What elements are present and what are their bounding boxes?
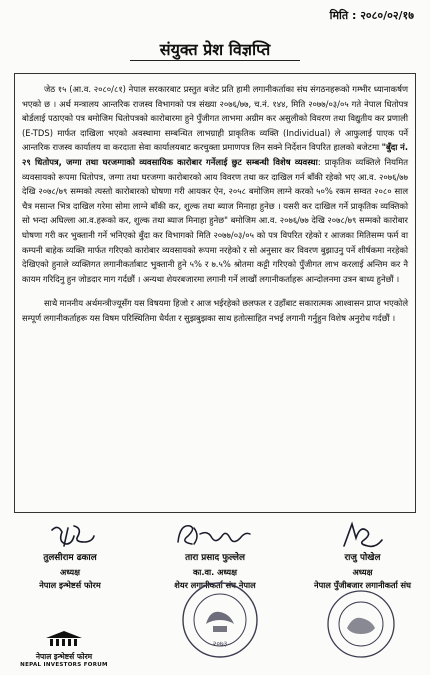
paragraph-1 bbox=[22, 82, 408, 286]
organization-seal-right bbox=[325, 588, 397, 660]
seal-year: २०७३ bbox=[212, 640, 228, 648]
paragraph-2: साथै माननीय अर्थमन्त्रीज्यूसँग यस विषयमा हिजो र आज भईरहेको छलफल र उहाँबाट सकारात्मक आश्वासन प्राप्त भएकोले सम्पूर्ण लगानीकर्ताहरू यस विषम परिस्थितिमा धैर्यता र सुझबुझका साथ हतोत्साहित नभई लगानी गर्नुहुन विशेष अनुरोध गर्दछौं । bbox=[22, 298, 408, 323]
signature-3-scribble bbox=[328, 520, 398, 552]
title-underline bbox=[130, 60, 300, 61]
signatory-1-role: अध्यक्ष bbox=[60, 566, 80, 577]
signatory-3 bbox=[300, 520, 425, 593]
signature-2-scribble bbox=[170, 520, 260, 552]
building-logo-icon bbox=[44, 630, 84, 648]
signatory-1-name: तुलसीराम ढकाल bbox=[43, 553, 97, 563]
signatory-1-org: नेपाल इन्भेष्टर्स फोरम bbox=[39, 580, 101, 590]
signatory-3-org: नेपाल पुँजीबजार लगानीकर्ता संघ bbox=[314, 580, 411, 590]
organization-seal-center bbox=[180, 580, 260, 660]
signatory-2-name: तारा प्रसाद फुल्लेल bbox=[185, 553, 245, 563]
document-title: संयुक्त प्रेश विज्ञप्ति bbox=[159, 40, 271, 59]
nepal-investors-forum-logo bbox=[14, 630, 114, 670]
date-line: मिति : २०८०/०२/१७ bbox=[329, 9, 414, 22]
signature-1-scribble bbox=[40, 520, 100, 552]
signatory-2-role: का.वा. अध्यक्ष bbox=[192, 566, 238, 577]
body-box bbox=[14, 73, 416, 513]
logo-text-nepali: नेपाल इन्भेष्टर्स फोरम bbox=[35, 652, 93, 661]
signatory-3-name: राजु पोखेल bbox=[344, 553, 381, 563]
logo-text-english: NEPAL INVESTORS FORUM bbox=[20, 662, 108, 668]
signatory-1 bbox=[10, 520, 130, 593]
paragraph-1-bold-clause: "बुँदा नं. २९ धितोपत्र, जग्गा तथा घरजग्गाको व्यवसायिक कारोबार गर्नेलाई छुट सम्बन्धी विशेष व्यवस्था bbox=[22, 142, 409, 167]
signatory-2-org: शेयर लगानीकर्ता संघ नेपाल bbox=[174, 580, 256, 590]
signatory-3-role: अध्यक्ष bbox=[352, 566, 373, 577]
paragraph-1-text-b: : प्राकृतिक व्यक्तिले नियमित व्यवसायको रूपमा धितोपत्र, जग्गा तथा घरजग्गा कारोबारको आय विवरण तथा कर दाखिल गर्न बाँकी रहेको भए आ.व. २०७६/७७ देखि २०७८/७९ सम्मको त्यस्तो कारोबारको घोषणा गरी आयकर ऐन, २०५८ बमोजिम लाग्ने करको ५०% रकम सम्वत २०८० साल चैत्र मसान्त भित्र दाखिल गरेमा सोमा लाग्ने बाँकी कर, शुल्क तथा ब्याज मिनाहा हुनेछ । यसरी कर दाखिल गर्ने प्राकृतिक व्यक्तिको सो भन्दा अघिल्ला आ.व.हरूको कर, शुल्क तथा ब्याज मिनाहा हुनेछ" बमोजिम आ.व. २०७६/७७ देखि २०७८/७९ सम्मको कारोबार घोषणा गरी कर भुक्तानी गर्ने भनिएको बुँदा कर विभागको मिति २०७७/०३/०५ को पत्र विपरित रहेको र आजका मितिसम्म फर्म वा कम्पनी बाहेक व्यक्ति मार्फत गरिएको कारोबार व्यवसायको रूपमा नरहेको र सो अनुसार कर विवरण बुझाउनु पर्ने शीर्षकमा नरहेको देखिएको हुनाले व्यक्तिगत लगानीकर्ताबाट भुक्तानी हुने ५% र ७.५% श्रोतमा कट्टी गरिएको पुँजीगत लाभ करलाई अन्तिम कर नै कायम गरिदिनु हुन जोडदार माग गर्दछौं । अन्यथा शेयरबजारमा लगानी गर्ने लाखौं लगानीकर्ताहरू आन्दोलनमा उत्रन बाध्य हुनेछौं । bbox=[22, 156, 408, 284]
paragraph-1-text-a: जेठ १५ (आ.व. २०८०/८१) नेपाल सरकारबाट प्रस्तुत बजेट प्रति हामी लगानीकर्ताका संघ संगठनहरूको गम्भीर ध्यानाकर्षण भएको छ । अर्थ मन्त्रालय आन्तरिक राजस्व विभागको पत्र संख्या २०७६/७७, च.नं. १४४, मिति २०७७/०३/०५ गते नेपाल धितोपत्र बोर्डलाई पठाएको पत्र बमोजिम धितोपत्रको कारोबारमा हुने पुँजीगत लाभमा अग्रीम कर असुलीको विवरण तथा विद्युतीय कर प्रणाली (E-TDS) मार्फत दाखिला भएको अवस्थामा सम्बन्धित लाभग्राही प्राकृतिक व्यक्ति (Individual) ले आफुलाई पाएक पर्ने आन्तरिक राजस्व कार्यालय वा करदाता सेवा कार्यालयबाट करचुक्ता प्रमाणपत्र लिन सक्ने निर्देशन विपरित हालको बजेटमा bbox=[22, 84, 408, 153]
